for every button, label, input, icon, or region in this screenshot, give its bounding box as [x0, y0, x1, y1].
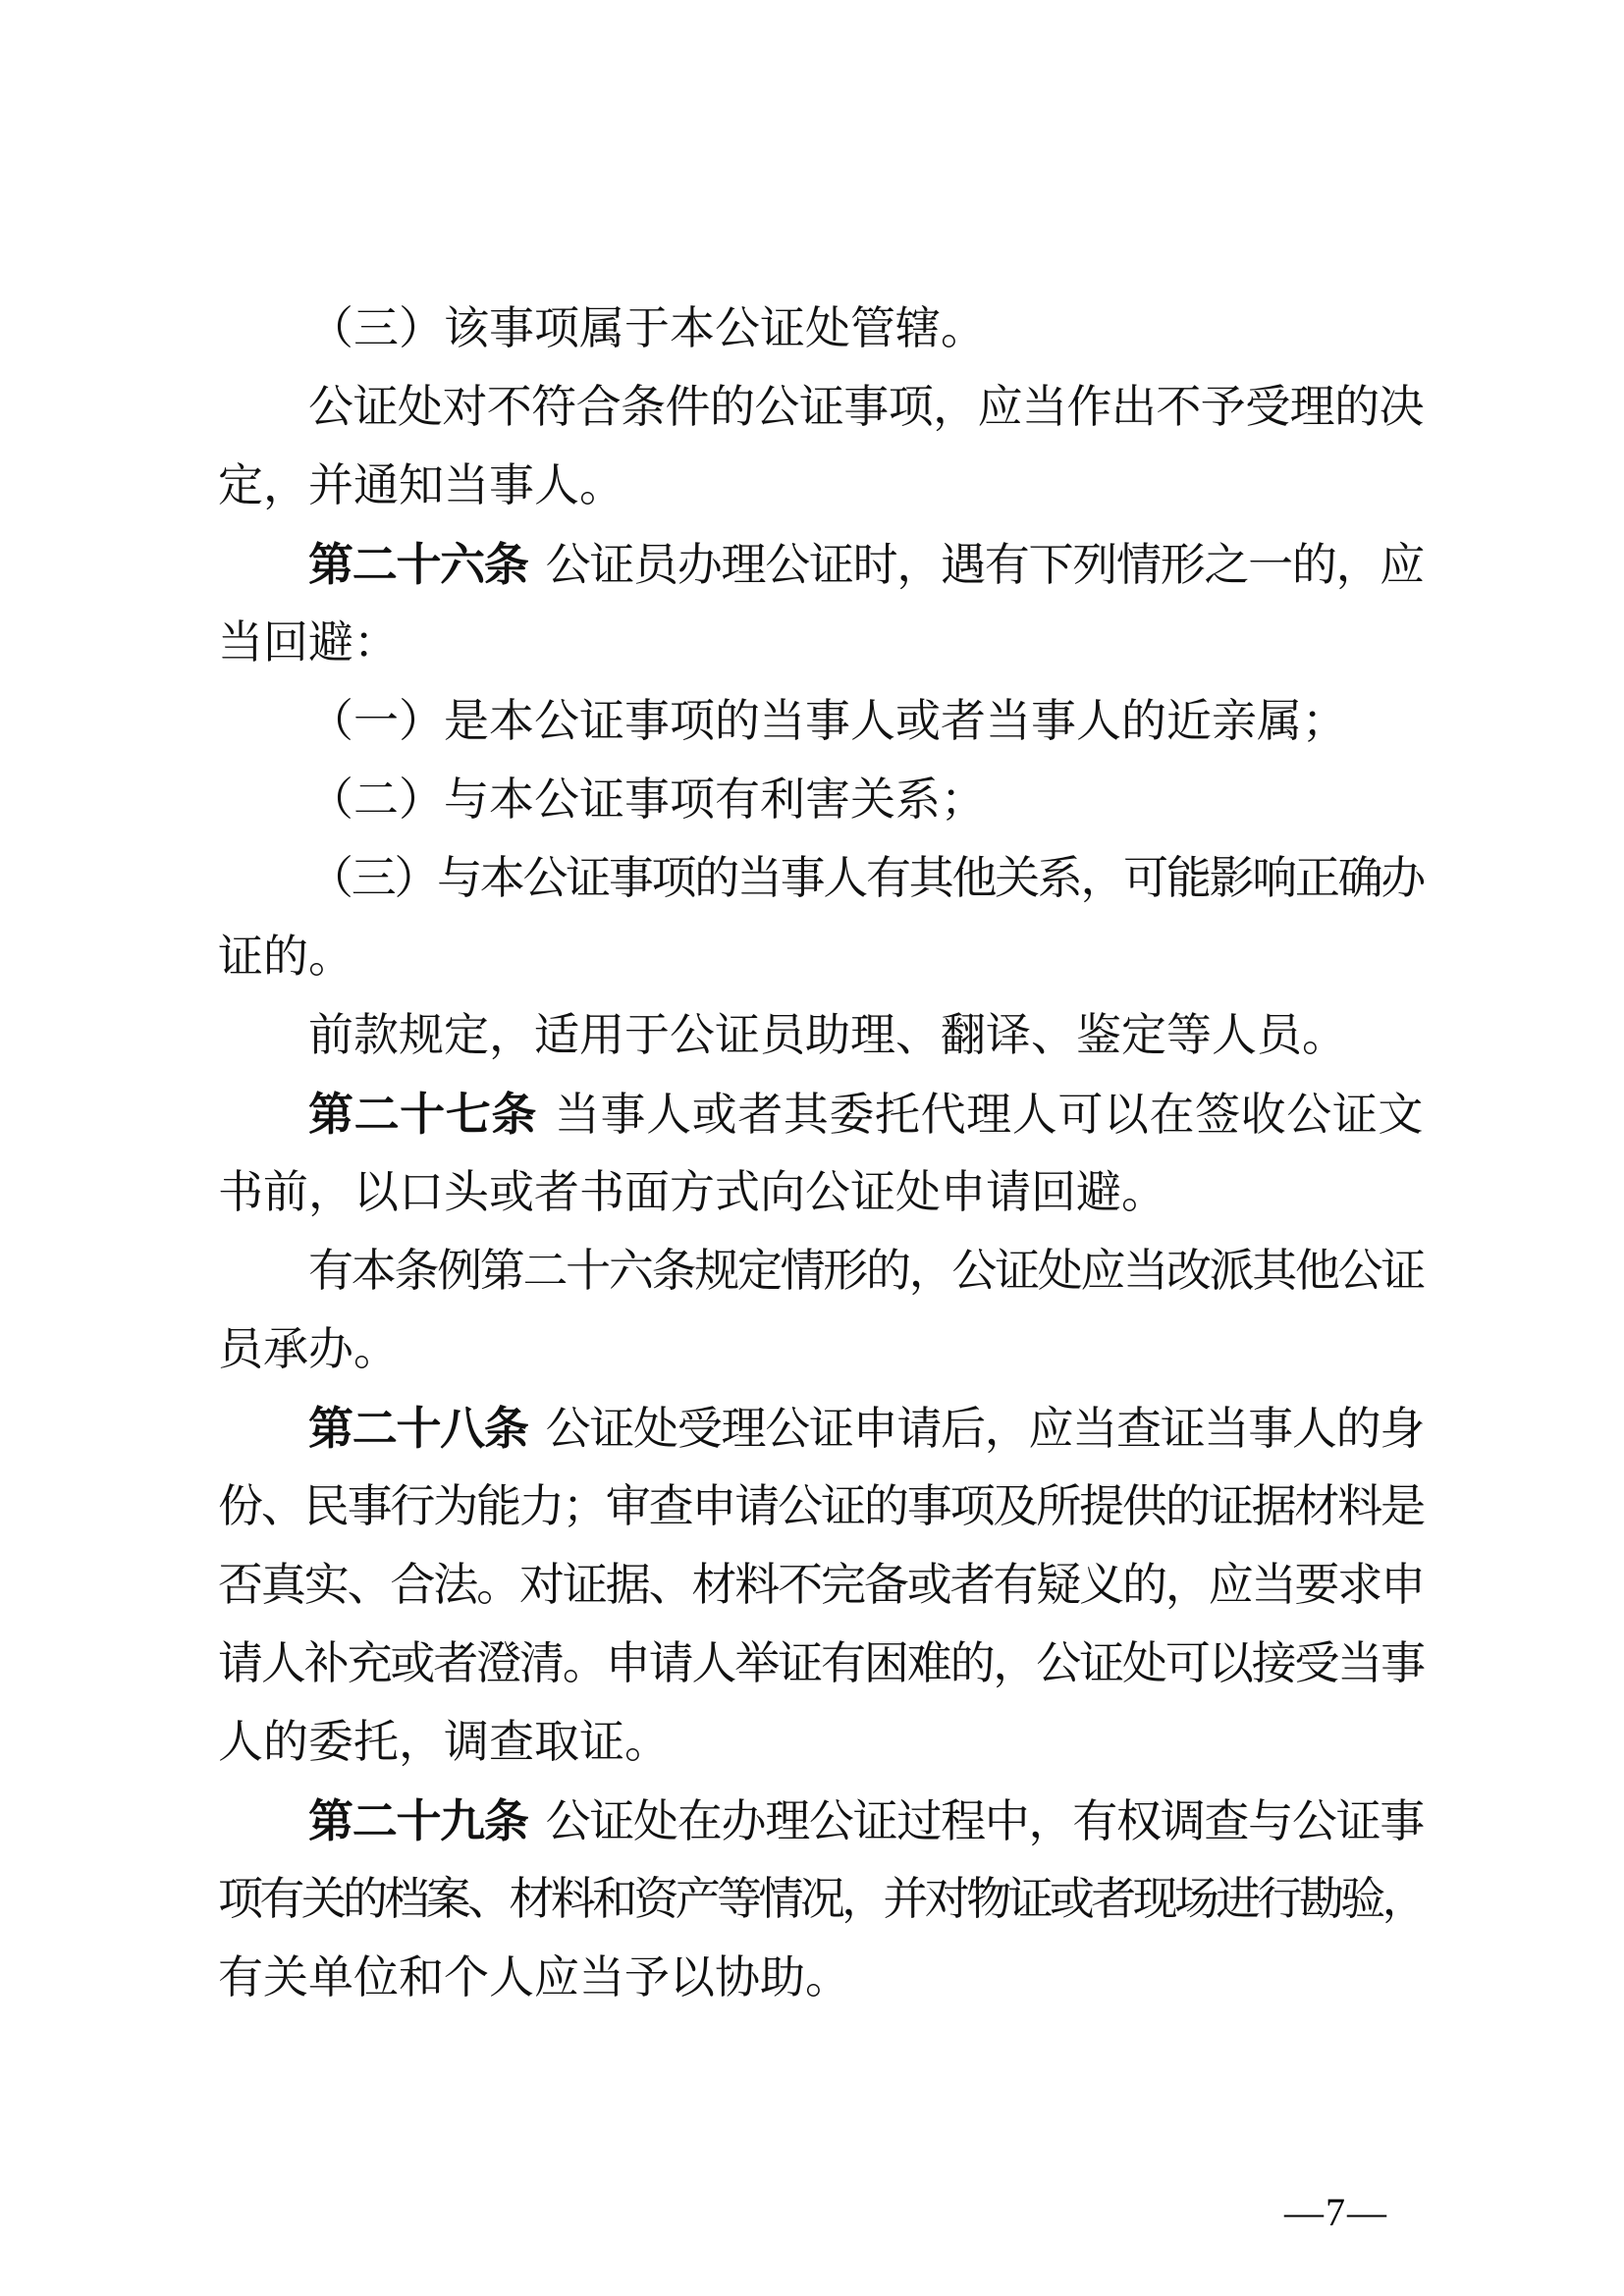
text-line [218, 1075, 1424, 1153]
line-text: （一）是本公证事项的当事人或者当事人的近亲属； [308, 696, 1347, 746]
text-line [218, 525, 1424, 604]
text-line [218, 1860, 1424, 1939]
line-text: 有关单位和个人应当予以协助。 [218, 1952, 850, 2002]
line-text: 公证员办理公证时，遇有下列情形之一的，应 [545, 540, 1425, 590]
article-number: 第二十八条 [308, 1403, 528, 1454]
line-text: 证的。 [218, 932, 353, 982]
text-line [218, 761, 1424, 839]
line-text: 有本条例第二十六条规定情形的，公证处应当改派其他公证 [308, 1246, 1425, 1296]
text-line [218, 1939, 1424, 2017]
text-line [218, 682, 1424, 761]
line-text: （三）该事项属于本公证处管辖。 [308, 303, 986, 353]
text-line [218, 1389, 1424, 1468]
line-text: 项有关的档案、材料和资产等情况，并对物证或者现场进行勘验， [218, 1874, 1425, 1924]
line-text: 公证处对不符合条件的公证事项，应当作出不予受理的决 [308, 382, 1424, 432]
text-line [218, 1546, 1424, 1625]
article-number: 第二十九条 [308, 1795, 528, 1846]
line-text: 员承办。 [218, 1324, 399, 1374]
line-text: 当回避： [218, 617, 399, 667]
text-line [218, 290, 1424, 368]
text-line [218, 1625, 1424, 1703]
text-line [218, 368, 1424, 447]
article-number: 第二十七条 [308, 1089, 537, 1140]
line-text: 前款规定，适用于公证员助理、翻译、鉴定等人员。 [308, 1010, 1347, 1060]
text-line [218, 996, 1424, 1075]
line-text: 请人补充或者澄清。申请人举证有困难的，公证处可以接受当事 [218, 1638, 1425, 1688]
text-line [218, 1703, 1424, 1782]
line-text: （二）与本公证事项有利害关系； [308, 774, 986, 825]
line-text: 人的委托，调查取证。 [218, 1717, 670, 1767]
text-line [218, 1468, 1424, 1546]
text-line [218, 1782, 1424, 1860]
page-number: —7— [1284, 2190, 1388, 2234]
line-text: 公证处受理公证申请后，应当查证当事人的身 [545, 1404, 1425, 1454]
document-body [218, 290, 1424, 2017]
line-text: 公证处在办理公证过程中，有权调查与公证事 [545, 1796, 1425, 1846]
text-line [218, 1310, 1424, 1389]
line-text: （三）与本公证事项的当事人有其他关系，可能影响正确办 [308, 853, 1425, 903]
line-text: 份、民事行为能力；审查申请公证的事项及所提供的证据材料是 [218, 1481, 1425, 1531]
line-text: 否真实、合法。对证据、材料不完备或者有疑义的，应当要求申 [218, 1560, 1425, 1610]
line-text: 书前，以口头或者书面方式向公证处申请回避。 [218, 1167, 1166, 1217]
line-text: 当事人或者其委托代理人可以在签收公证文 [554, 1090, 1425, 1140]
text-line [218, 604, 1424, 682]
line-text: 定，并通知当事人。 [218, 460, 624, 510]
text-line [218, 447, 1424, 525]
article-number: 第二十六条 [308, 539, 528, 590]
text-line [218, 1153, 1424, 1232]
text-line [218, 1232, 1424, 1310]
text-line [218, 918, 1424, 996]
text-line [218, 839, 1424, 918]
